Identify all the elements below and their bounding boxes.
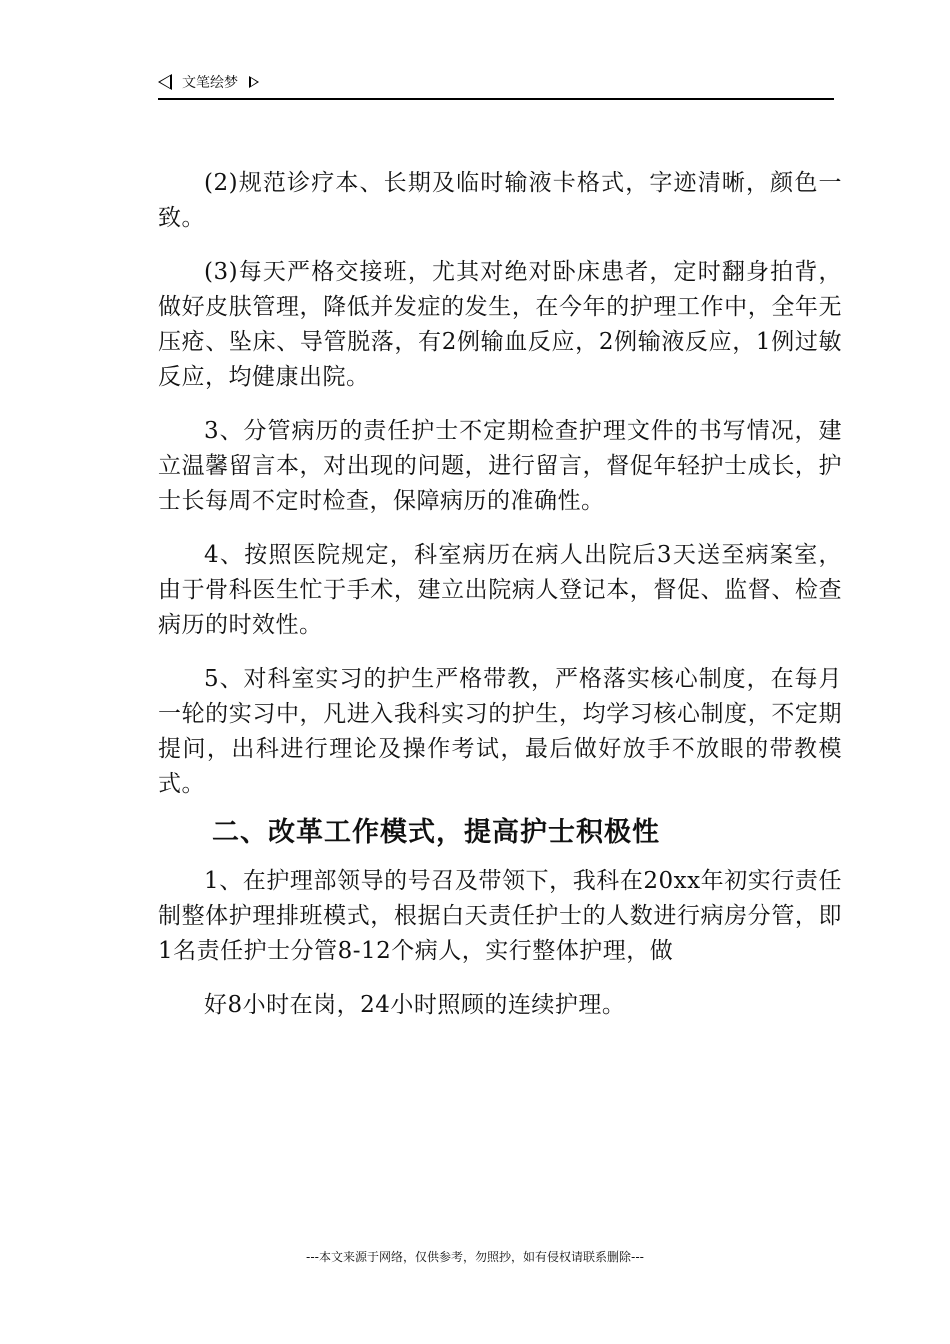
paragraph: (3)每天严格交接班，尤其对绝对卧床患者，定时翻身拍背，做好皮肤管理，降低并发症的发生，在今年的护理工作中，全年无压疮、坠床、导管脱落，有2例输血反应，2例输液反应，1例过敏反应，均健康出院。 [158,259,842,390]
triangle-left-icon [158,74,172,90]
page-footer: ---本文来源于网络，仅供参考，勿照抄，如有侵权请联系删除--- [306,1250,644,1264]
paragraph: 好8小时在岗，24小时照顾的连续护理。 [204,992,626,1018]
paragraph: 3、分管病历的责任护士不定期检查护理文件的书写情况，建立温馨留言本，对出现的问题，进行留言，督促年轻护士成长，护士长每周不定时检查，保障病历的准确性。 [158,418,842,514]
triangle-right-icon [249,76,259,88]
paragraph: 1、在护理部领导的号召及带领下，我科在20xx年初实行责任制整体护理排班模式，根据白天责任护士的人数进行病房分管，即1名责任护士分管8-12个病人，实行整体护理，做 [158,868,842,964]
page-header [158,72,834,100]
header-title: 文笔绘梦 [182,75,238,91]
paragraph: 4、按照医院规定，科室病历在病人出院后3天送至病案室，由于骨科医生忙于手术，建立出院病人登记本，督促、监督、检查病历的时效性。 [158,542,842,638]
paragraph: (2)规范诊疗本、长期及临时输液卡格式，字迹清晰，颜色一致。 [158,170,842,231]
document-body [158,166,842,1042]
paragraph: 5、对科室实习的护生严格带教，严格落实核心制度，在每月一轮的实习中，凡进入我科实习的护生，均学习核心制度，不定期提问，出科进行理论及操作考试，最后做好放手不放眼的带教模式。 [158,666,842,797]
section-heading: 二、改革工作模式，提高护士积极性 [212,817,660,848]
